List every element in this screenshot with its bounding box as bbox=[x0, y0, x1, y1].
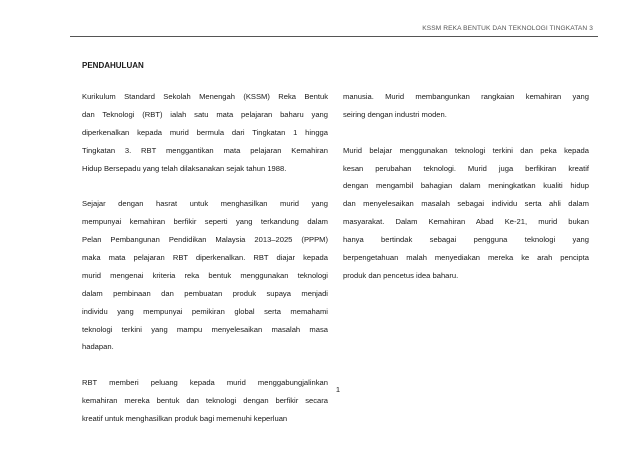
paragraph bbox=[343, 142, 589, 285]
text-line: individu yang mempunyai pemikiran global serta memahami bbox=[82, 306, 328, 316]
paragraph bbox=[82, 374, 328, 428]
column-left bbox=[82, 88, 328, 446]
text-line: dan Teknologi (RBT) ialah satu mata pelajaran baharu yang bbox=[82, 109, 328, 119]
section-title: PENDAHULUAN bbox=[82, 61, 144, 70]
text-line: kreatif untuk menghasilkan produk bagi memenuhi keperluan bbox=[82, 414, 288, 424]
text-line: RBT memberi peluang kepada murid menggabungjalinkan bbox=[82, 378, 328, 388]
paragraph bbox=[82, 88, 328, 177]
text-line: hanya bertindak sebagai pengguna teknologi yang bbox=[343, 235, 589, 245]
text-line: manusia. Murid membangunkan rangkaian kemahiran yang bbox=[343, 92, 589, 101]
text-line: produk dan pencetus idea baharu. bbox=[343, 270, 459, 280]
page-number: 1 bbox=[335, 385, 341, 394]
text-line: diperkenalkan kepada murid bermula dari Tingkatan 1 hingga bbox=[82, 127, 328, 137]
text-line: Sejajar dengan hasrat untuk menghasilkan murid yang bbox=[82, 199, 328, 209]
text-line: seiring dengan industri moden. bbox=[343, 109, 447, 119]
header-rule bbox=[70, 36, 598, 37]
text-line: kemahiran mereka bentuk dan teknologi dengan berfikir secara bbox=[82, 396, 328, 406]
text-line: Kurikulum Standard Sekolah Menengah (KSSM) Reka Bentuk bbox=[82, 92, 328, 101]
text-line: maka mata pelajaran RBT diperkenalkan. RBT diajar kepada bbox=[82, 253, 328, 263]
header-title: KSSM REKA BENTUK DAN TEKNOLOGI TINGKATAN 3 bbox=[422, 25, 593, 32]
text-line: dalam pembinaan dan pembuatan produk supaya menjadi bbox=[82, 288, 328, 298]
text-line: Murid belajar menggunakan teknologi terkini dan peka kepada bbox=[343, 145, 589, 155]
text-line: mempunyai kemahiran berfikir seperti yang terkandung dalam bbox=[82, 217, 328, 227]
text-line: teknologi terkini yang mampu menyelesaikan masalah masa bbox=[82, 324, 328, 334]
text-line: masyarakat. Dalam Kemahiran Abad Ke-21, murid bukan bbox=[343, 217, 589, 227]
column-right bbox=[343, 88, 589, 303]
text-line: hadapan. bbox=[82, 342, 114, 352]
text-line: murid mengenai kriteria reka bentuk menggunakan teknologi bbox=[82, 270, 328, 280]
text-line: Tingkatan 3. RBT menggantikan mata pelajaran Kemahiran bbox=[82, 145, 328, 155]
text-line: Pelan Pembangunan Pendidikan Malaysia 2013–2025 (PPPM) bbox=[82, 235, 328, 245]
text-line: Hidup Bersepadu yang telah dilaksanakan sejak tahun 1988. bbox=[82, 163, 287, 173]
text-line: dan menyelesaikan masalah sebagai individu serta ahli dalam bbox=[343, 199, 589, 209]
paragraph bbox=[82, 195, 328, 356]
text-line: kesan perubahan teknologi. Murid juga berfikiran kreatif bbox=[343, 163, 589, 173]
paragraph bbox=[343, 88, 589, 124]
text-line: berpengetahuan malah menyediakan mereka ke arah pencipta bbox=[343, 253, 589, 263]
text-line: dengan mengambil bahagian dalam meningkatkan kualiti hidup bbox=[343, 181, 589, 191]
